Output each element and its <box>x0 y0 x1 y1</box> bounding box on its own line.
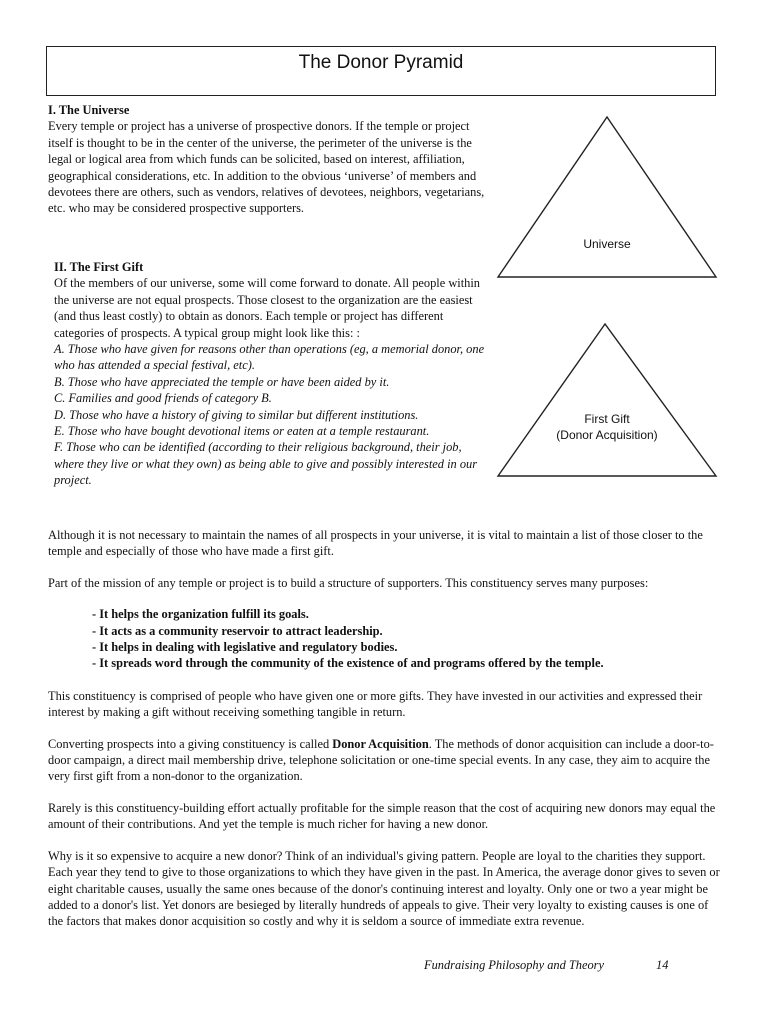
section-universe-body: Every temple or project has a universe of prospective donors. If the temple or project itself is thought to be in the center of the universe, the perimeter of the universe is the legal or logical area from which funds can be solicited, based on interest, affiliation, geographical considerations, etc. In addition to the obvious ‘universe’ of members and devotees there are others, such as vendors, relatives of devotees, neighbors, vegetarians, etc. who may be considered prospective supporters. <box>48 119 485 216</box>
paragraph-expense: Why is it so expensive to acquire a new donor? Think of an individual's giving pattern. People are loyal to the charities they support. Each year they tend to give to those organizations to which they have given in the past. In America, the average donor gives to seven or eight charitable causes, usually the same ones because of the donor's continuing interest and loyalty. Only one or two a year might be added to a donor's list. Yet donors are besieged by literally hundreds of appeals to give. Their very loyalty to existing causes is one of the factors that makes donor acquisition so costly and why it is seldom a source of immediate extra revenue. <box>48 848 720 929</box>
title-box <box>46 46 716 96</box>
universe-label: Universe <box>583 237 631 251</box>
paragraph-donor-acquisition <box>48 736 720 785</box>
page-title: The Donor Pyramid <box>298 52 464 73</box>
prospect-item-b: B. Those who have appreciated the temple or have been aided by it. <box>54 374 390 389</box>
purpose-item: - It acts as a community reservoir to attract leadership. <box>92 623 383 638</box>
purposes-list <box>92 606 720 672</box>
prospect-item-f: F. Those who can be identified (according to their religious background, their job, where they live or what they own) as being able to give and possibly interested in our project. <box>54 440 478 488</box>
prospect-item-c: C. Families and good friends of category B. <box>54 391 272 406</box>
section-universe-heading: I. The Universe <box>48 103 130 117</box>
paragraph-mission: Part of the mission of any temple or project is to build a structure of supporters. This constituency serves many purposes: <box>48 575 649 590</box>
page-number: 14 <box>656 958 669 972</box>
prospect-item-e: E. Those who have bought devotional items or eaten at a temple restaurant. <box>54 424 430 439</box>
donor-acquisition-term: Donor Acquisition <box>332 736 429 751</box>
first-gift-label <box>494 411 720 443</box>
paragraph-profitability: Rarely is this constituency-building effort actually profitable for the simple reason that the cost of acquiring new donors may equal the amount of their contributions. And yet the temple is much richer for having a new donor. <box>48 800 716 832</box>
prospect-item-d: D. Those who have a history of giving to similar but different institutions. <box>54 407 419 422</box>
first-gift-pyramid <box>494 322 720 486</box>
first-gift-label-line2: (Donor Acquisition) <box>556 428 658 442</box>
paragraph-prospects: Although it is not necessary to maintain the names of all prospects in your universe, it is vital to maintain a list of those closer to the temple and especially of those who have made a first gift. <box>48 528 703 559</box>
donor-acquisition-post: . The methods of donor acquisition can include a door-to-door campaign, a direct mail membership drive, telephone solicitation or one-time special events. In any case, they aim to acquire the very first gift from a non-donor to the organization. <box>48 736 714 784</box>
prospect-item-a: A. Those who have given for reasons other than operations (eg, a memorial donor, one who has attended a special festival, etc). <box>54 342 485 373</box>
donor-acquisition-pre: Converting prospects into a giving constituency is called <box>48 736 333 751</box>
first-gift-label-line1: First Gift <box>584 412 630 426</box>
section-first-gift-body: Of the members of our universe, some will come forward to donate. All people within the universe are not equal prospects. Those closest to the organization are the easiest (and thus least costly) to obtain as donors. Each temple or project has different categories of prospects. A typical group might look like this: : <box>54 276 480 340</box>
main-body <box>48 527 720 945</box>
purpose-item: - It helps the organization fulfill its goals. <box>92 607 309 622</box>
section-first-gift <box>54 259 494 489</box>
footer-title: Fundraising Philosophy and Theory <box>424 958 605 972</box>
purpose-item: - It spreads word through the community of the existence of and programs offered by the temple. <box>92 656 604 671</box>
paragraph-constituency: This constituency is comprised of people who have given one or more gifts. They have invested in our activities and expressed their interest by making a gift without receiving something tangible in return. <box>48 688 703 720</box>
section-first-gift-heading: II. The First Gift <box>54 260 144 274</box>
purpose-item: - It helps in dealing with legislative and regulatory bodies. <box>92 640 398 655</box>
section-universe <box>48 102 493 217</box>
page-footer <box>424 958 669 973</box>
universe-pyramid <box>494 115 720 279</box>
